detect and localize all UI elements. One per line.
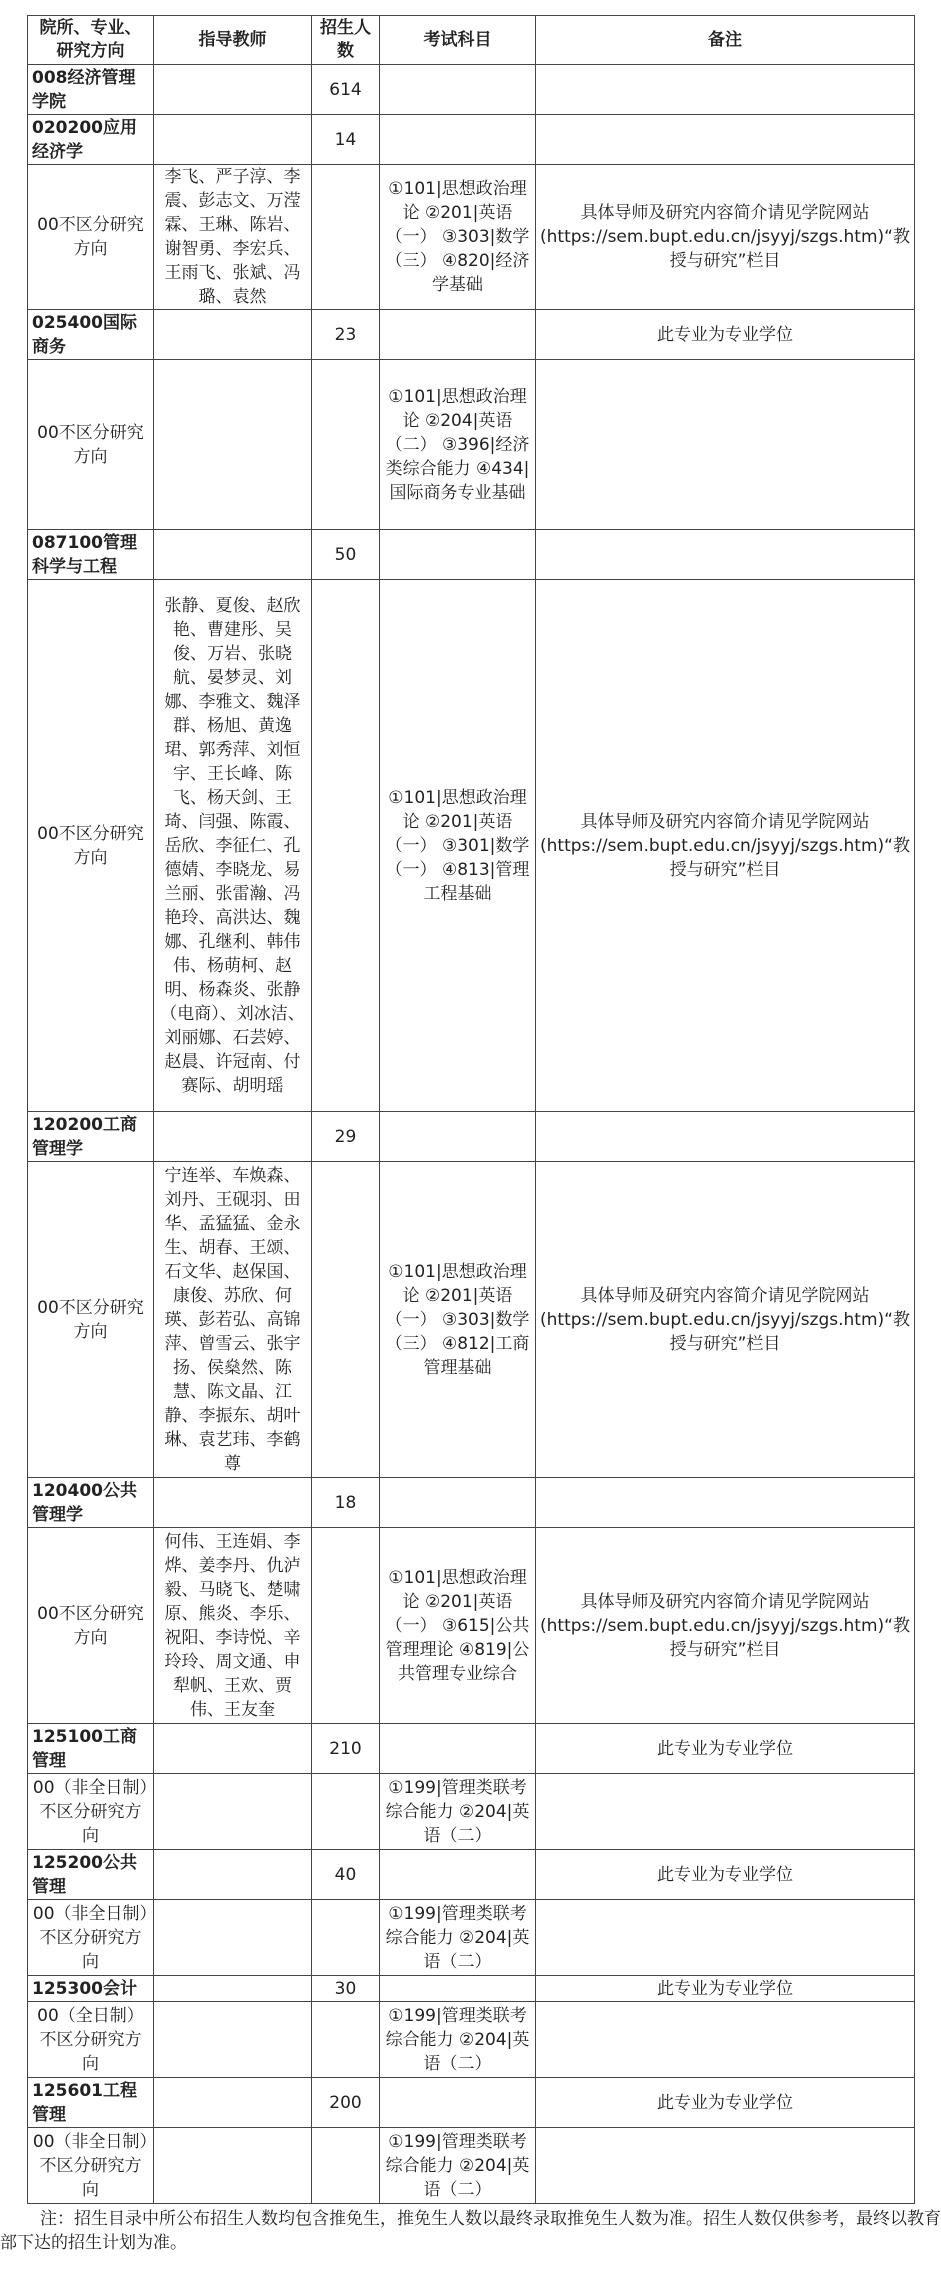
advisor-list [154,1850,312,1900]
remark [536,1900,915,1976]
program-row [28,1478,915,1528]
table-body [28,65,915,2204]
advisor-list [154,2128,312,2204]
advisor-list: 张静、夏俊、赵欣艳、曹建彤、吴俊、万岩、张晓航、晏梦灵、刘娜、李雅文、魏泽群、杨旭、黄逸珺、郭秀萍、刘恒宇、王长峰、陈飞、杨天剑、王琦、闫强、陈霞、岳欣、李征仁、孔德婧、李晓龙、易兰丽、张雷瀚、冯艳玲、高洪达、魏娜、孔继利、韩伟伟、杨萌柯、赵明、杨森炎、张静（电商）、刘冰洁、刘丽娜、石芸婷、赵晨、许冠南、付赛际、胡明瑶 [154,580,312,1112]
exam-subjects: ①199|管理类联考综合能力 ②204|英语（二） [380,1774,536,1850]
direction-name: 00不区分研究方向 [28,360,154,530]
exam-subjects: ①101|思想政治理论 ②201|英语（一） ③303|数学（三） ④812|工商管理基础 [380,1162,536,1478]
enrollment-count [312,2002,380,2078]
advisor-list [154,115,312,165]
header-note: 备注 [536,16,915,65]
remark: 具体导师及研究内容简介请见学院网站(https://sem.bupt.edu.cn/jsyyj/szgs.htm)“教授与研究”栏目 [536,580,915,1112]
remark [536,1478,915,1528]
program-name: 125100工商管理 [28,1724,154,1774]
direction-row [28,2002,915,2078]
program-row [28,1112,915,1162]
program-row [28,1724,915,1774]
exam-subjects: ①101|思想政治理论 ②201|英语（一） ③301|数学（一） ④813|管理工程基础 [380,580,536,1112]
advisor-list [154,360,312,530]
remark: 此专业为专业学位 [536,1724,915,1774]
direction-name: 00不区分研究方向 [28,580,154,1112]
enrollment-count [312,1774,380,1850]
advisor-list [154,1774,312,1850]
direction-name: 00不区分研究方向 [28,1162,154,1478]
program-name: 020200应用经济学 [28,115,154,165]
enrollment-count: 23 [312,310,380,360]
remark: 此专业为专业学位 [536,1850,915,1900]
header-unit: 院所、专业、研究方向 [28,16,154,65]
program-name: 125200公共管理 [28,1850,154,1900]
direction-row [28,580,915,1112]
enrollment-count [312,1528,380,1724]
advisor-list [154,2002,312,2078]
enrollment-count [312,2128,380,2204]
advisor-list [154,2078,312,2128]
footnote: 注：招生目录中所公布招生人数均包含推免生，推免生人数以最终录取推免生人数为准。招生人数仅供参考，最终以教育部下达的招生计划为准。 [0,2209,941,2253]
remark [536,115,915,165]
exam-subjects [380,1976,536,2002]
direction-name: 00（非全日制）不区分研究方向 [28,1774,154,1850]
program-name: 125300会计 [28,1976,154,2002]
advisor-list [154,1724,312,1774]
remark: 此专业为专业学位 [536,310,915,360]
direction-row [28,1774,915,1850]
enrollment-count: 40 [312,1850,380,1900]
remark: 具体导师及研究内容简介请见学院网站(https://sem.bupt.edu.cn/jsyyj/szgs.htm)“教授与研究”栏目 [536,1528,915,1724]
program-row [28,115,915,165]
enrollment-count [312,1900,380,1976]
enrollment-count: 29 [312,1112,380,1162]
header-teachers: 指导教师 [154,16,312,65]
remark [536,2002,915,2078]
exam-subjects [380,65,536,115]
enrollment-count: 14 [312,115,380,165]
exam-subjects: ①199|管理类联考综合能力 ②204|英语（二） [380,2128,536,2204]
enrollment-count: 50 [312,530,380,580]
advisor-list [154,1112,312,1162]
advisor-list [154,1900,312,1976]
enrollment-count: 210 [312,1724,380,1774]
advisor-list [154,310,312,360]
advisor-list: 宁连举、车焕森、刘丹、王砚羽、田华、孟猛猛、金永生、胡春、王颂、石文华、赵保国、康俊、苏欣、何瑛、彭若弘、高锦萍、曾雪云、张宇扬、侯燊然、陈慧、陈文晶、江静、李振东、胡叶琳、袁艺玮、李鹤尊 [154,1162,312,1478]
direction-name: 00（全日制）不区分研究方向 [28,2002,154,2078]
direction-name: 00不区分研究方向 [28,1528,154,1724]
remark [536,65,915,115]
program-row [28,2078,915,2128]
enrollment-count: 30 [312,1976,380,2002]
remark: 具体导师及研究内容简介请见学院网站(https://sem.bupt.edu.cn/jsyyj/szgs.htm)“教授与研究”栏目 [536,165,915,310]
remark [536,1112,915,1162]
remark: 具体导师及研究内容简介请见学院网站(https://sem.bupt.edu.cn/jsyyj/szgs.htm)“教授与研究”栏目 [536,1162,915,1478]
remark: 此专业为专业学位 [536,2078,915,2128]
program-row [28,1850,915,1900]
program-name: 025400国际商务 [28,310,154,360]
program-row [28,1976,915,2002]
remark [536,360,915,530]
direction-row [28,1900,915,1976]
admission-catalog [27,15,915,2204]
exam-subjects [380,1850,536,1900]
exam-subjects: ①101|思想政治理论 ②201|英语（一） ③615|公共管理理论 ④819|公共管理专业综合 [380,1528,536,1724]
exam-subjects: ①101|思想政治理论 ②204|英语（二） ③396|经济类综合能力 ④434|国际商务专业基础 [380,360,536,530]
exam-subjects [380,2078,536,2128]
exam-subjects: ①101|思想政治理论 ②201|英语（一） ③303|数学（三） ④820|经济学基础 [380,165,536,310]
enrollment-count: 200 [312,2078,380,2128]
program-name: 087100管理科学与工程 [28,530,154,580]
advisor-list: 李飞、严子淳、李震、彭志文、万滢霖、王琳、陈岩、谢智勇、李宏兵、王雨飞、张斌、冯璐、袁然 [154,165,312,310]
exam-subjects [380,530,536,580]
header-exam: 考试科目 [380,16,536,65]
advisor-list [154,65,312,115]
remark [536,2128,915,2204]
program-row [28,310,915,360]
enrollment-count [312,165,380,310]
direction-name: 00（非全日制）不区分研究方向 [28,1900,154,1976]
remark [536,530,915,580]
exam-subjects: ①199|管理类联考综合能力 ②204|英语（二） [380,2002,536,2078]
advisor-list [154,1976,312,2002]
program-name: 008经济管理学院 [28,65,154,115]
header-count: 招生人数 [312,16,380,65]
direction-row [28,165,915,310]
exam-subjects [380,310,536,360]
program-row [28,530,915,580]
advisor-list: 何伟、王连娟、李烨、姜李丹、仇泸毅、马晓飞、楚啸原、熊炎、李乐、祝阳、李诗悦、辛玲玲、周文通、申犁帆、王欢、贾伟、王友奎 [154,1528,312,1724]
exam-subjects [380,1724,536,1774]
exam-subjects [380,115,536,165]
direction-row [28,2128,915,2204]
exam-subjects: ①199|管理类联考综合能力 ②204|英语（二） [380,1900,536,1976]
enrollment-count [312,360,380,530]
program-name: 125601工程管理 [28,2078,154,2128]
table-header-row [28,16,915,65]
enrollment-count: 614 [312,65,380,115]
enrollment-count: 18 [312,1478,380,1528]
enrollment-count [312,580,380,1112]
direction-row [28,360,915,530]
exam-subjects [380,1478,536,1528]
direction-row [28,1528,915,1724]
program-name: 120200工商管理学 [28,1112,154,1162]
advisor-list [154,530,312,580]
direction-name: 00不区分研究方向 [28,165,154,310]
direction-name: 00（非全日制）不区分研究方向 [28,2128,154,2204]
program-row [28,65,915,115]
program-name: 120400公共管理学 [28,1478,154,1528]
remark [536,1774,915,1850]
admission-table [27,15,915,2204]
remark: 此专业为专业学位 [536,1976,915,2002]
exam-subjects [380,1112,536,1162]
direction-row [28,1162,915,1478]
advisor-list [154,1478,312,1528]
enrollment-count [312,1162,380,1478]
